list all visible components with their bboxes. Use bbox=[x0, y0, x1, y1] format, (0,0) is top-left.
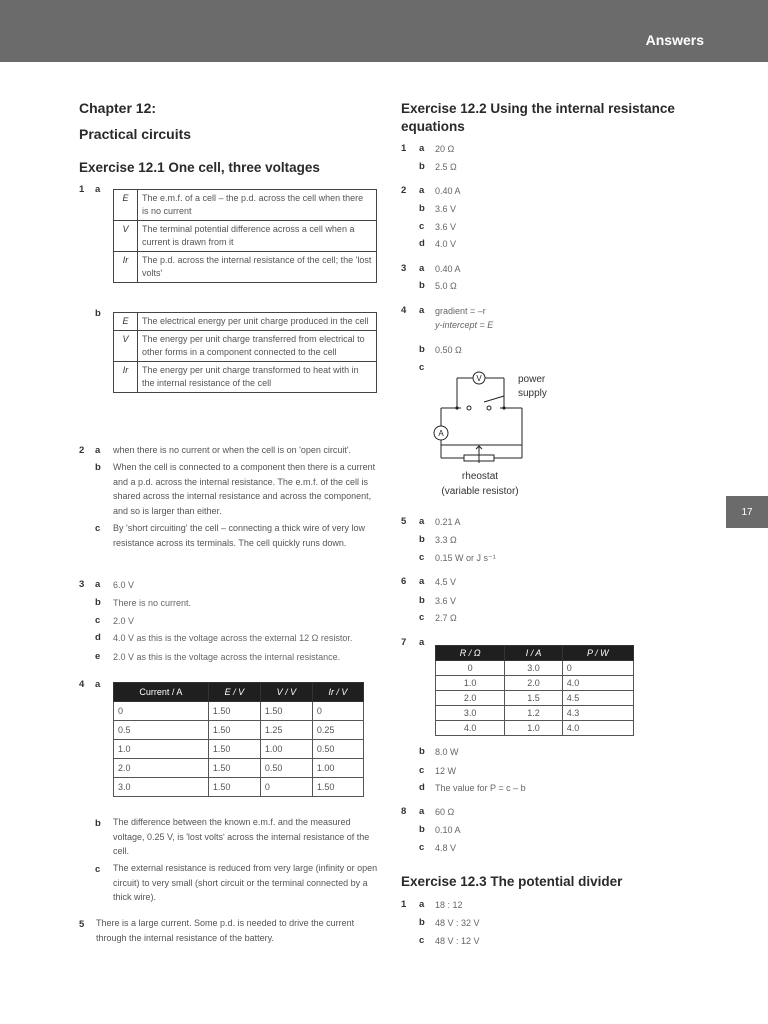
part-letter: a bbox=[419, 305, 425, 316]
part-letter: b bbox=[419, 824, 425, 835]
answer-text: when there is no current or when the cell is on 'open circuit'. bbox=[113, 445, 352, 455]
part-letter: a bbox=[95, 445, 101, 456]
symbol-cell: V bbox=[114, 331, 138, 362]
part-letter: a bbox=[419, 637, 425, 648]
table-row bbox=[114, 740, 364, 759]
part-letter: b bbox=[419, 344, 425, 355]
table-row bbox=[114, 759, 364, 778]
answer-text: 4.5 V bbox=[435, 577, 457, 587]
table-header-row bbox=[114, 683, 364, 702]
definition-cell: The terminal potential difference across a cell when a current is drawn from it bbox=[138, 221, 377, 252]
answer-text: By 'short circuiting' the cell – connecting a thick wire of very low resistance across its terminals. The cell quickly runs down. bbox=[113, 523, 366, 548]
question-number: 6 bbox=[401, 576, 407, 587]
question-number: 5 bbox=[79, 919, 85, 930]
column-header: P / W bbox=[562, 646, 633, 661]
table-row bbox=[114, 721, 364, 740]
table-cell: 3.0 bbox=[114, 778, 209, 797]
question-number: 4 bbox=[79, 679, 85, 690]
table-cell: 0 bbox=[312, 702, 363, 721]
definition-cell: The energy per unit charge transformed to heat with in the internal resistance of the cell bbox=[138, 362, 377, 393]
table-cell: 1.50 bbox=[208, 778, 260, 797]
table-header-row bbox=[436, 646, 634, 661]
table-cell: 1.50 bbox=[208, 721, 260, 740]
answer-text: gradient = –r bbox=[435, 306, 486, 316]
answer-text: 4.0 V as this is the voltage across the external 12 Ω resistor. bbox=[113, 633, 353, 643]
table-cell: 1.50 bbox=[312, 778, 363, 797]
answer-text: 0.21 A bbox=[435, 517, 461, 527]
answer-text: 6.0 V bbox=[113, 580, 135, 590]
part-letter: a bbox=[95, 579, 101, 590]
answer-text: When the cell is connected to a component then there is a current and a p.d. across the internal resistance. The e.m.f. of the cell is shared across the internal resistance and across the component, and so is larger than either. bbox=[113, 462, 376, 516]
part-letter: d bbox=[95, 632, 101, 643]
part-letter: b bbox=[419, 280, 425, 291]
chapter-title: Chapter 12: bbox=[79, 100, 157, 116]
answer-text: 3.6 V bbox=[435, 596, 457, 606]
table-row bbox=[436, 661, 634, 676]
table-cell: 0.50 bbox=[312, 740, 363, 759]
current-voltage-table bbox=[113, 682, 364, 797]
table-cell: 2.0 bbox=[505, 676, 562, 691]
symbol-cell: V bbox=[114, 221, 138, 252]
table-cell: 0.25 bbox=[312, 721, 363, 740]
column-header: V / V bbox=[260, 683, 312, 702]
question-number: 3 bbox=[401, 263, 407, 274]
part-letter: c bbox=[95, 864, 101, 875]
table-cell: 0 bbox=[562, 661, 633, 676]
table-cell: 1.50 bbox=[208, 740, 260, 759]
column-header: E / V bbox=[208, 683, 260, 702]
table-cell: 2.0 bbox=[436, 691, 505, 706]
column-header: Current / A bbox=[114, 683, 209, 702]
part-letter: e bbox=[95, 651, 101, 662]
answer-text: 0.40 A bbox=[435, 264, 461, 274]
column-header: I / A bbox=[505, 646, 562, 661]
voltmeter-label: V bbox=[476, 374, 482, 383]
table-cell: 4.0 bbox=[562, 676, 633, 691]
table-cell: 4.0 bbox=[562, 721, 633, 736]
part-letter: c bbox=[419, 765, 425, 776]
question-number: 4 bbox=[401, 305, 407, 316]
answer-text: 2.7 Ω bbox=[435, 613, 457, 623]
part-letter: a bbox=[95, 184, 101, 195]
answer-text: The value for P = c – b bbox=[435, 783, 526, 793]
part-letter: b bbox=[419, 917, 425, 928]
junction-dot bbox=[455, 406, 458, 409]
ammeter-label: A bbox=[438, 429, 444, 438]
part-letter: b bbox=[419, 534, 425, 545]
question-number: 1 bbox=[79, 184, 85, 195]
answer-text: 8.0 W bbox=[435, 747, 459, 757]
table-row bbox=[114, 313, 377, 331]
table-cell: 1.0 bbox=[114, 740, 209, 759]
table-row bbox=[114, 252, 377, 283]
part-letter: a bbox=[419, 576, 425, 587]
question-number: 1 bbox=[401, 899, 407, 910]
definition-cell: The energy per unit charge transferred from electrical to other forms in a component connected to the cell bbox=[138, 331, 377, 362]
part-letter: c bbox=[419, 221, 425, 232]
answer-text: 2.0 V as this is the voltage across the internal resistance. bbox=[113, 652, 341, 662]
power-supply-label: power supply bbox=[518, 374, 547, 399]
part-letter: d bbox=[419, 782, 425, 793]
part-letter: c bbox=[419, 935, 425, 946]
definition-cell: The electrical energy per unit charge produced in the cell bbox=[138, 313, 377, 331]
chapter-subtitle: Practical circuits bbox=[79, 126, 192, 142]
definition-cell: The e.m.f. of a cell – the p.d. across the cell when there is no current bbox=[138, 190, 377, 221]
table-row bbox=[436, 721, 634, 736]
answer-text: 2.0 V bbox=[113, 616, 135, 626]
section-label: Answers bbox=[645, 32, 704, 48]
table-cell: 1.25 bbox=[260, 721, 312, 740]
table-cell: 2.0 bbox=[114, 759, 209, 778]
part-letter: a bbox=[95, 679, 101, 690]
part-letter: c bbox=[419, 362, 425, 373]
table-row bbox=[436, 676, 634, 691]
table-cell: 0 bbox=[114, 702, 209, 721]
table-row bbox=[114, 362, 377, 393]
answer-text: There is a large current. Some p.d. is needed to drive the current through the internal resistance of the battery. bbox=[96, 918, 355, 943]
column-header: Ir / V bbox=[312, 683, 363, 702]
answer-text: 3.6 V bbox=[435, 222, 457, 232]
table-cell: 3.0 bbox=[436, 706, 505, 721]
part-letter: a bbox=[419, 143, 425, 154]
part-letter: b bbox=[95, 308, 101, 319]
table-cell: 1.00 bbox=[312, 759, 363, 778]
table-cell: 1.50 bbox=[260, 702, 312, 721]
exercise-12-3-title: Exercise 12.3 The potential divider bbox=[401, 874, 623, 889]
definitions-table-a bbox=[113, 189, 377, 283]
question-number: 8 bbox=[401, 806, 407, 817]
part-letter: b bbox=[419, 161, 425, 172]
symbol-cell: E bbox=[114, 190, 138, 221]
part-letter: b bbox=[419, 203, 425, 214]
exercise-12-1-title: Exercise 12.1 One cell, three voltages bbox=[79, 160, 320, 175]
part-letter: a bbox=[419, 516, 425, 527]
table-cell: 1.0 bbox=[505, 721, 562, 736]
table-row bbox=[114, 702, 364, 721]
part-letter: c bbox=[419, 612, 425, 623]
part-letter: a bbox=[419, 899, 425, 910]
part-letter: b bbox=[419, 746, 425, 757]
answer-text: The difference between the known e.m.f. and the measured voltage, 0.25 V, is 'lost volts' across the internal resistance of the cell. bbox=[113, 817, 370, 856]
answer-text: 18 : 12 bbox=[435, 900, 463, 910]
page-number-tab: 17 bbox=[726, 496, 768, 528]
answer-text: 2.5 Ω bbox=[435, 162, 457, 172]
column-header: R / Ω bbox=[436, 646, 505, 661]
question-number: 1 bbox=[401, 143, 407, 154]
definitions-table-b bbox=[113, 312, 377, 393]
table-cell: 1.5 bbox=[505, 691, 562, 706]
answer-text: 60 Ω bbox=[435, 807, 455, 817]
table-cell: 0.50 bbox=[260, 759, 312, 778]
power-table bbox=[435, 645, 634, 736]
part-letter: c bbox=[419, 552, 425, 563]
answer-text: 5.0 Ω bbox=[435, 281, 457, 291]
table-row bbox=[436, 706, 634, 721]
table-cell: 1.0 bbox=[436, 676, 505, 691]
part-letter: a bbox=[419, 263, 425, 274]
table-row bbox=[436, 691, 634, 706]
answer-text: 12 W bbox=[435, 766, 457, 776]
terminal bbox=[487, 406, 491, 410]
table-cell: 1.50 bbox=[208, 702, 260, 721]
answer-text: 48 V : 32 V bbox=[435, 918, 480, 928]
part-letter: b bbox=[95, 818, 101, 829]
answer-text: 0.50 Ω bbox=[435, 345, 462, 355]
question-number: 3 bbox=[79, 579, 85, 590]
answer-text: 4.8 V bbox=[435, 843, 457, 853]
part-letter: b bbox=[95, 597, 101, 608]
table-cell: 4.5 bbox=[562, 691, 633, 706]
question-number: 5 bbox=[401, 516, 407, 527]
table-cell: 4.3 bbox=[562, 706, 633, 721]
exercise-12-2-title: Exercise 12.2 Using the internal resistance equations bbox=[401, 101, 675, 134]
page-header bbox=[0, 0, 768, 62]
answer-text: 3.3 Ω bbox=[435, 535, 457, 545]
question-number: 7 bbox=[401, 637, 407, 648]
answer-text: 3.6 V bbox=[435, 204, 457, 214]
table-cell: 4.0 bbox=[436, 721, 505, 736]
part-letter: c bbox=[419, 842, 425, 853]
table-row bbox=[114, 190, 377, 221]
table-cell: 3.0 bbox=[505, 661, 562, 676]
table-row bbox=[114, 778, 364, 797]
symbol-cell: E bbox=[114, 313, 138, 331]
question-number: 2 bbox=[401, 185, 407, 196]
answer-text: 0.15 W or J s⁻¹ bbox=[435, 553, 496, 563]
part-letter: a bbox=[419, 185, 425, 196]
answer-text: y-intercept = E bbox=[435, 320, 494, 330]
symbol-cell: Ir bbox=[114, 362, 138, 393]
answer-text: 0.40 A bbox=[435, 186, 461, 196]
table-cell: 1.00 bbox=[260, 740, 312, 759]
question-number: 2 bbox=[79, 445, 85, 456]
table-cell: 0 bbox=[436, 661, 505, 676]
table-row bbox=[114, 331, 377, 362]
answer-text: 20 Ω bbox=[435, 144, 455, 154]
part-letter: b bbox=[95, 462, 101, 473]
answer-text: 4.0 V bbox=[435, 239, 457, 249]
part-letter: d bbox=[419, 238, 425, 249]
table-cell: 0.5 bbox=[114, 721, 209, 740]
junction-dot bbox=[502, 406, 505, 409]
answer-text: 0.10 A bbox=[435, 825, 461, 835]
answer-text: 48 V : 12 V bbox=[435, 936, 480, 946]
switch-lever bbox=[484, 396, 504, 402]
terminal bbox=[467, 406, 471, 410]
part-letter: c bbox=[95, 523, 101, 534]
symbol-cell: Ir bbox=[114, 252, 138, 283]
answer-text: The external resistance is reduced from very large (infinity or open circuit) to very small (short circuit or the terminal connected by a thick wire). bbox=[113, 863, 378, 902]
answer-text: There is no current. bbox=[113, 598, 192, 608]
table-row bbox=[114, 221, 377, 252]
rheostat-label: rheostat (variable resistor) bbox=[441, 471, 519, 497]
part-letter: a bbox=[419, 806, 425, 817]
part-letter: b bbox=[419, 595, 425, 606]
definition-cell: The p.d. across the internal resistance of the cell; the 'lost volts' bbox=[138, 252, 377, 283]
table-cell: 0 bbox=[260, 778, 312, 797]
part-letter: c bbox=[95, 615, 101, 626]
table-cell: 1.50 bbox=[208, 759, 260, 778]
table-cell: 1.2 bbox=[505, 706, 562, 721]
